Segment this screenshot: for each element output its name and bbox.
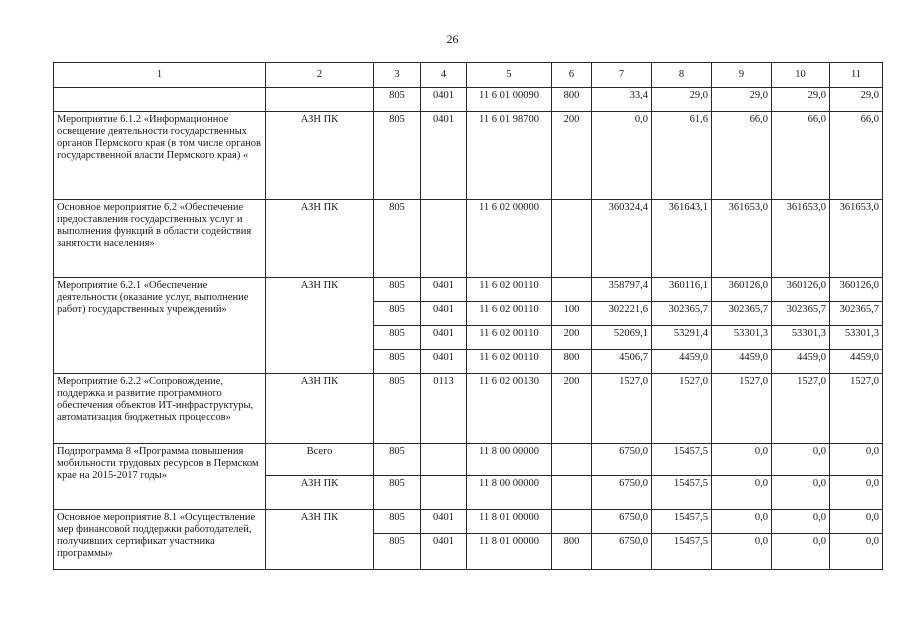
code-cell: 0401	[421, 534, 467, 570]
value-cell: 0,0	[772, 510, 830, 534]
value-cell: 0,0	[772, 534, 830, 570]
code-cell: 0401	[421, 326, 467, 350]
table-row	[54, 278, 883, 302]
value-cell: 1527,0	[652, 374, 712, 444]
value-cell: 53301,3	[712, 326, 772, 350]
code-cell: 11 8 00 00000	[467, 444, 552, 476]
value-cell: 302365,7	[830, 302, 883, 326]
value-cell: 358797,4	[592, 278, 652, 302]
code-cell: 0401	[421, 302, 467, 326]
admin-cell: АЗН ПК	[266, 278, 374, 374]
code-cell: 11 6 01 00090	[467, 88, 552, 112]
header-cell: 8	[652, 63, 712, 88]
code-cell: 11 6 02 00110	[467, 326, 552, 350]
value-cell: 0,0	[712, 444, 772, 476]
value-cell: 29,0	[712, 88, 772, 112]
value-cell: 29,0	[772, 88, 830, 112]
code-cell	[552, 476, 592, 510]
code-cell: 805	[374, 302, 421, 326]
header-cell: 11	[830, 63, 883, 88]
code-cell: 0401	[421, 278, 467, 302]
value-cell: 361653,0	[772, 200, 830, 278]
value-cell: 15457,5	[652, 476, 712, 510]
value-cell: 4459,0	[772, 350, 830, 374]
value-cell: 4459,0	[830, 350, 883, 374]
code-cell: 200	[552, 374, 592, 444]
value-cell: 0,0	[772, 444, 830, 476]
header-cell: 6	[552, 63, 592, 88]
code-cell: 11 8 00 00000	[467, 476, 552, 510]
admin-cell: АЗН ПК	[266, 510, 374, 570]
code-cell: 805	[374, 444, 421, 476]
value-cell: 360126,0	[772, 278, 830, 302]
header-cell: 1	[54, 63, 266, 88]
value-cell: 0,0	[712, 476, 772, 510]
table-row	[54, 444, 883, 476]
name-cell: Основное мероприятие 8.1 «Осуществление мер финансовой поддержки работодателей, получивших сертификат участника программы»	[54, 510, 266, 570]
code-cell	[421, 476, 467, 510]
code-cell: 800	[552, 88, 592, 112]
code-cell: 11 6 02 00110	[467, 278, 552, 302]
code-cell	[552, 444, 592, 476]
code-cell: 11 6 02 00000	[467, 200, 552, 278]
value-cell: 53301,3	[830, 326, 883, 350]
header-cell: 9	[712, 63, 772, 88]
name-cell: Основное мероприятие 6.2 «Обеспечение предоставления государственных услуг и выполнения функций в области содействия занятости населения»	[54, 200, 266, 278]
value-cell: 61,6	[652, 112, 712, 200]
value-cell: 52069,1	[592, 326, 652, 350]
value-cell: 15457,5	[652, 444, 712, 476]
name-cell: Мероприятие 6.2.1 «Обеспечение деятельности (оказание услуг, выполнение работ) государственных учреждений»	[54, 278, 266, 374]
code-cell: 11 6 01 98700	[467, 112, 552, 200]
table-row	[54, 510, 883, 534]
value-cell: 66,0	[772, 112, 830, 200]
value-cell: 302365,7	[772, 302, 830, 326]
value-cell: 6750,0	[592, 476, 652, 510]
value-cell: 15457,5	[652, 534, 712, 570]
page-number: 26	[446, 32, 459, 46]
code-cell: 805	[374, 476, 421, 510]
code-cell: 100	[552, 302, 592, 326]
code-cell: 11 8 01 00000	[467, 510, 552, 534]
value-cell: 1527,0	[592, 374, 652, 444]
code-cell: 805	[374, 374, 421, 444]
value-cell: 302221,6	[592, 302, 652, 326]
value-cell: 1527,0	[772, 374, 830, 444]
value-cell: 0,0	[712, 510, 772, 534]
code-cell: 0401	[421, 510, 467, 534]
code-cell: 11 6 02 00110	[467, 302, 552, 326]
value-cell: 66,0	[712, 112, 772, 200]
value-cell: 0,0	[830, 444, 883, 476]
admin-cell: АЗН ПК	[266, 112, 374, 200]
code-cell: 805	[374, 200, 421, 278]
table-row	[54, 200, 883, 278]
code-cell	[552, 510, 592, 534]
admin-cell: Всего	[266, 444, 374, 476]
admin-cell: АЗН ПК	[266, 200, 374, 278]
table-row	[54, 88, 883, 112]
header-cell: 3	[374, 63, 421, 88]
value-cell: 0,0	[830, 510, 883, 534]
value-cell: 6750,0	[592, 510, 652, 534]
name-cell: Подпрограмма 8 «Программа повышения мобильности трудовых ресурсов в Пермском крае на 2015-2017 годы»	[54, 444, 266, 510]
header-cell: 7	[592, 63, 652, 88]
value-cell: 360126,0	[712, 278, 772, 302]
code-cell: 0113	[421, 374, 467, 444]
value-cell: 29,0	[652, 88, 712, 112]
value-cell: 6750,0	[592, 444, 652, 476]
code-cell: 0401	[421, 88, 467, 112]
code-cell: 0401	[421, 350, 467, 374]
value-cell: 0,0	[830, 476, 883, 510]
value-cell: 6750,0	[592, 534, 652, 570]
value-cell: 33,4	[592, 88, 652, 112]
value-cell: 53301,3	[772, 326, 830, 350]
value-cell: 302365,7	[712, 302, 772, 326]
name-cell	[54, 88, 266, 112]
code-cell: 805	[374, 278, 421, 302]
code-cell: 200	[552, 112, 592, 200]
value-cell: 4506,7	[592, 350, 652, 374]
header-cell: 5	[467, 63, 552, 88]
code-cell: 805	[374, 88, 421, 112]
value-cell: 29,0	[830, 88, 883, 112]
value-cell: 1527,0	[830, 374, 883, 444]
budget-table	[53, 62, 883, 570]
table-row	[54, 374, 883, 444]
code-cell	[552, 200, 592, 278]
code-cell: 800	[552, 534, 592, 570]
code-cell: 805	[374, 112, 421, 200]
code-cell	[421, 444, 467, 476]
admin-cell: АЗН ПК	[266, 476, 374, 510]
code-cell: 200	[552, 326, 592, 350]
code-cell: 805	[374, 350, 421, 374]
value-cell: 0,0	[712, 534, 772, 570]
code-cell	[552, 278, 592, 302]
value-cell: 53291,4	[652, 326, 712, 350]
code-cell: 11 6 02 00110	[467, 350, 552, 374]
name-cell: Мероприятие 6.2.2 «Сопровождение, поддержка и развитие программного обеспечения объектов ИТ-инфраструктуры, автоматизация бюджетных процессов»	[54, 374, 266, 444]
value-cell: 15457,5	[652, 510, 712, 534]
header-row	[54, 63, 883, 88]
code-cell: 11 6 02 00130	[467, 374, 552, 444]
value-cell: 1527,0	[712, 374, 772, 444]
value-cell: 0,0	[772, 476, 830, 510]
value-cell: 361653,0	[712, 200, 772, 278]
value-cell: 361653,0	[830, 200, 883, 278]
value-cell: 360126,0	[830, 278, 883, 302]
header-cell: 2	[266, 63, 374, 88]
value-cell: 66,0	[830, 112, 883, 200]
code-cell	[421, 200, 467, 278]
value-cell: 4459,0	[652, 350, 712, 374]
value-cell: 302365,7	[652, 302, 712, 326]
code-cell: 11 8 01 00000	[467, 534, 552, 570]
value-cell: 360324,4	[592, 200, 652, 278]
value-cell: 4459,0	[712, 350, 772, 374]
code-cell: 0401	[421, 112, 467, 200]
admin-cell	[266, 88, 374, 112]
admin-cell: АЗН ПК	[266, 374, 374, 444]
code-cell: 805	[374, 326, 421, 350]
value-cell: 0,0	[830, 534, 883, 570]
code-cell: 805	[374, 534, 421, 570]
code-cell: 800	[552, 350, 592, 374]
header-cell: 10	[772, 63, 830, 88]
header-cell: 4	[421, 63, 467, 88]
code-cell: 805	[374, 510, 421, 534]
value-cell: 360116,1	[652, 278, 712, 302]
table-row	[54, 112, 883, 200]
value-cell: 361643,1	[652, 200, 712, 278]
name-cell: Мероприятие 6.1.2 «Информационное освещение деятельности государственных органов Пермского края (в том числе органов государственной власти Пермского края) «	[54, 112, 266, 200]
value-cell: 0,0	[592, 112, 652, 200]
